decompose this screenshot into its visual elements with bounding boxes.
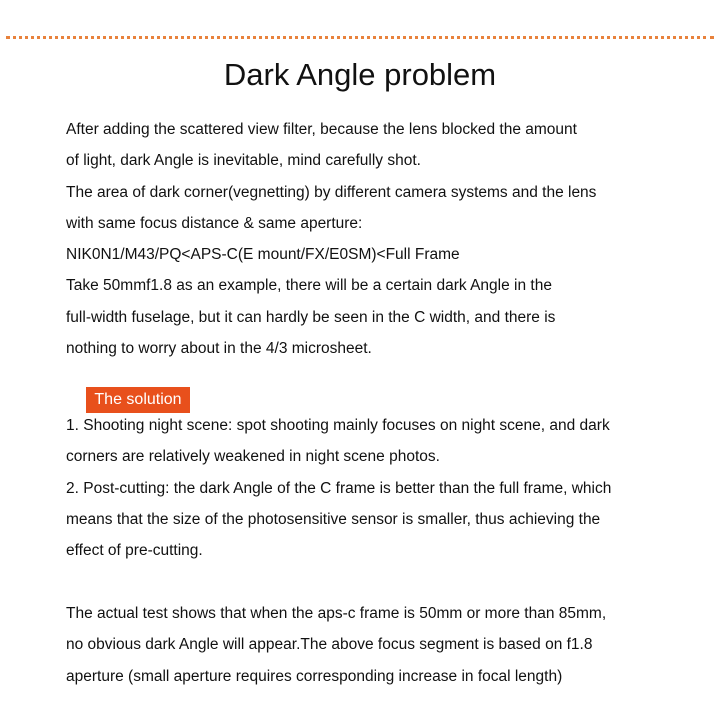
intro-line: with same focus distance & same aperture: [66, 214, 363, 232]
solution-line: corners are relatively weakened in night scene photos. [66, 448, 440, 466]
solution-line: 1. Shooting night scene: spot shooting mainly focuses on night scene, and dark [66, 417, 610, 434]
solution-paragraph [66, 410, 716, 566]
solution-line: means that the size of the photosensitive sensor is smaller, thus achieving the [66, 510, 601, 528]
intro-line: nothing to worry about in the 4/3 microsheet. [66, 340, 372, 358]
result-line: aperture (small aperture requires corresponding increase in focal length) [66, 667, 563, 685]
result-paragraph [66, 598, 716, 692]
solution-badge: The solution [86, 387, 190, 413]
intro-line: NIK0N1/M43/PQ<APS-C(E mount/FX/E0SM)<Full Frame [66, 246, 460, 264]
top-dotted-divider [6, 36, 714, 39]
result-line: no obvious dark Angle will appear.The above focus segment is based on f1.8 [66, 636, 593, 654]
intro-line: After adding the scattered view filter, because the lens blocked the amount [66, 121, 577, 138]
result-line: The actual test shows that when the aps-c frame is 50mm or more than 85mm, [66, 605, 607, 622]
intro-paragraph [66, 114, 716, 364]
solution-line: effect of pre-cutting. [66, 542, 203, 560]
page-title: Dark Angle problem [223, 57, 497, 92]
intro-line: full-width fuselage, but it can hardly be seen in the C width, and there is [66, 308, 556, 326]
solution-line: 2. Post-cutting: the dark Angle of the C frame is better than the full frame, which [66, 479, 612, 497]
intro-line: of light, dark Angle is inevitable, mind carefully shot. [66, 152, 421, 170]
intro-line: Take 50mmf1.8 as an example, there will be a certain dark Angle in the [66, 277, 552, 295]
intro-line: The area of dark corner(vegnetting) by different camera systems and the lens [66, 183, 597, 201]
